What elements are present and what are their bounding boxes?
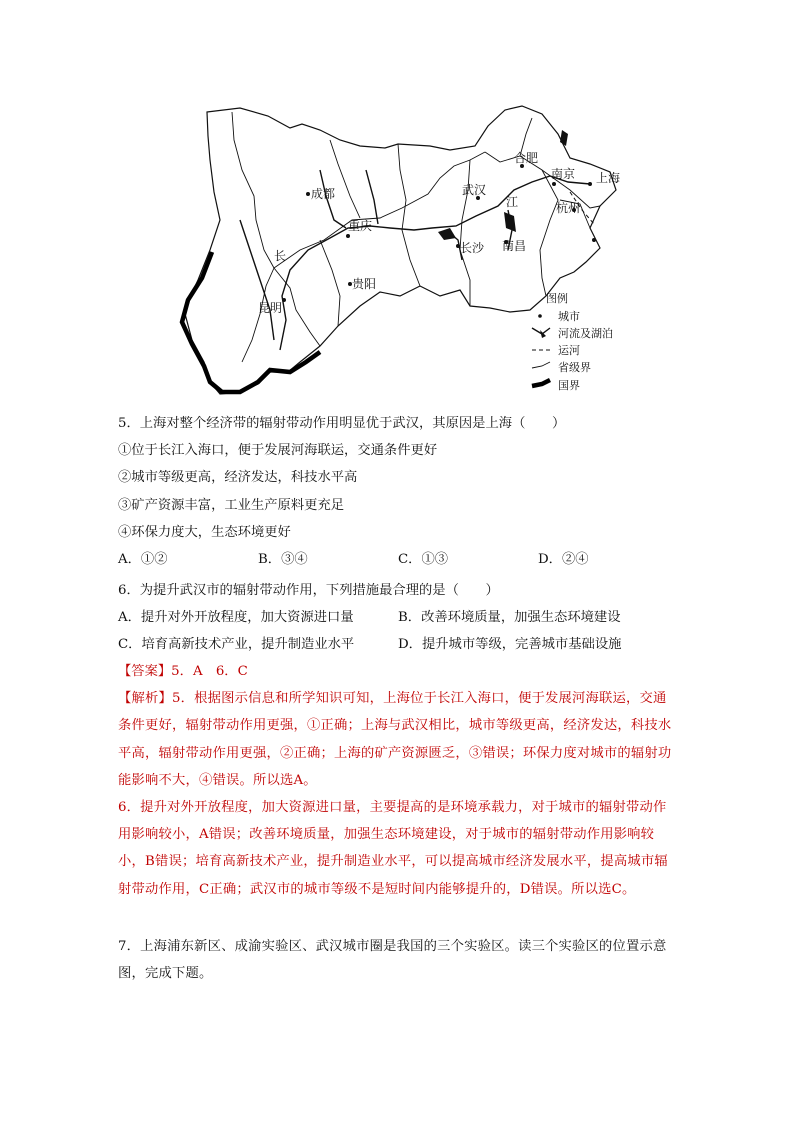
q7-stem: 7．上海浦东新区、成渝实验区、武汉城市圈是我国的三个实验区。读三个实验区的位置示意图，完成下题。 [118,939,667,982]
q5-option-b: B．③④ [258,551,308,567]
river-label-chang: 长 [274,249,287,263]
q5-option-c: C．①③ [398,551,449,567]
q5-statement-4: ④环保力度大，生态环境更好 [118,524,291,540]
city-label-shanghai: 上海 [596,171,621,185]
city-label-nanjing: 南京 [551,167,576,181]
answer-key: 【答案】5．A 6．C [118,664,248,679]
q5-statement-2: ②城市等级更高，经济发达，科技水平高 [118,470,358,486]
city-label-hangzhou: 杭州 [556,201,581,215]
q5-statement-1: ①位于长江入海口，便于发展河海联运，交通条件更好 [118,443,438,459]
yangtze-economic-belt-map [170,100,640,402]
city-label-changsha: 长沙 [460,241,485,255]
lake-poyang [504,212,516,232]
city-label-guiyang: 贵阳 [352,277,377,291]
question-6 [118,577,678,659]
region-outline [184,106,616,394]
city-label-chongqing: 重庆 [348,219,373,233]
legend-canal: 运河 [558,344,580,357]
map-legend [532,291,613,392]
analysis-q6: 6．提升对外开放程度，加大资源进口量，主要提高的是环境承载力，对于城市的辐射带动作用影响较小，A错误；改善环境质量，加强生态环境建设，对于城市的辐射带动作用影响较小，B错误；培育高新技术产业，提升制造业水平，可以提高城市经济发展水平，提高城市辐射带动作用，C正确；武汉市的城市等级不是短时间内能够提升的，D错误。所以选C。 [118,800,668,897]
q6-option-a: A．提升对外开放程度，加大资源进口量 [118,610,354,626]
q5-statement-3: ③矿产资源丰富，工业生产原料更充足 [118,497,345,513]
city-label-hefei: 合肥 [514,151,539,165]
legend-national-border: 国界 [558,379,580,392]
city-label-kunming: 昆明 [258,301,283,315]
lake-tai [560,130,568,146]
q6-stem: 6．为提升武汉市的辐射带动作用，下列措施最合理的是（ ） [118,583,499,598]
province-borders [232,112,600,362]
national-border [182,252,320,392]
rivers [240,170,590,350]
legend-province-border: 省级界 [558,361,591,374]
city-label-wuhan: 武汉 [462,183,487,197]
city-label-chengdu: 成都 [311,187,336,201]
city-label-nanchang: 南昌 [502,239,527,253]
q5-stem: 5．上海对整个经济带的辐射带动作用明显优于武汉，其原因是上海（ ） [118,416,566,431]
q6-option-b: B．改善环境质量，加强生态环境建设 [398,610,621,626]
question-7 [118,933,678,987]
legend-city: 城市 [558,310,580,323]
q6-options-row-2 [118,631,678,658]
question-5 [118,410,678,573]
q6-option-d: D．提升城市等级，完善城市基础设施 [398,637,622,653]
q6-option-c: C．培育高新技术产业，提升制造业水平 [118,637,355,653]
q5-option-a: A．①② [118,551,168,567]
q5-options [118,546,678,573]
q5-option-d: D．②④ [538,551,589,567]
q6-options-row-1 [118,604,678,631]
lake-dongting [438,228,456,240]
answer-section [118,658,678,903]
river-label-jiang: 江 [506,195,519,209]
legend-river-lake: 河流及湖泊 [558,327,613,340]
legend-title: 图例 [546,292,568,305]
analysis-q5: 【解析】5．根据图示信息和所学知识可知，上海位于长江入海口，便于发展河海联运，交通条件更好，辐射带动作用更强，①正确；上海与武汉相比，城市等级更高，经济发达，科技水平高，辐射带动作用更强，②正确；上海的矿产资源匮乏，③错误；环保力度对城市的辐射功能影响不大，④错误。所以选A。 [118,691,672,788]
